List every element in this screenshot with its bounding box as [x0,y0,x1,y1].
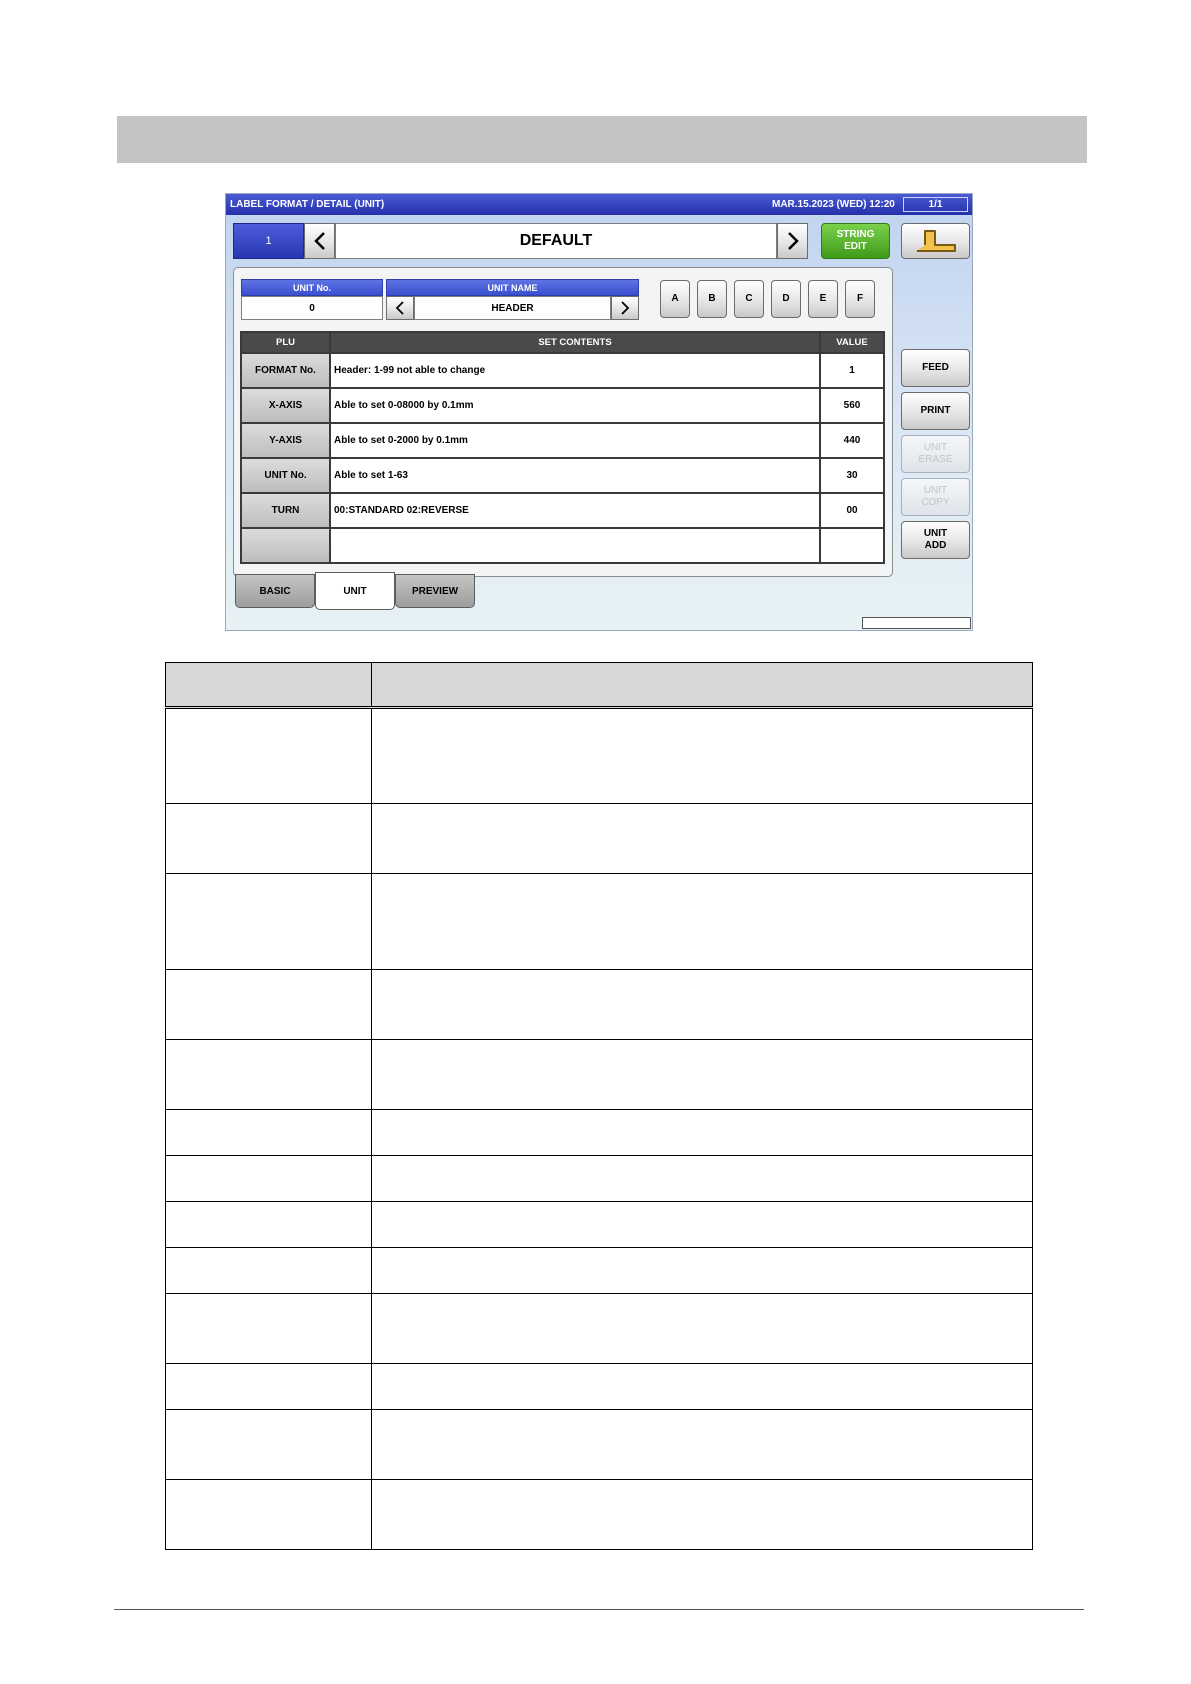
chevron-right-icon [620,301,630,315]
back-button[interactable] [901,223,970,259]
format-number-field[interactable]: 1 [233,223,304,259]
description-row [166,1294,1033,1364]
next-format-button[interactable] [777,223,808,259]
description-cell [372,1110,1033,1156]
description-cell [372,1156,1033,1202]
chevron-left-icon [313,231,327,251]
letter-b-button[interactable]: B [697,280,727,318]
description-row [166,970,1033,1040]
description-cell [166,804,372,874]
description-cell [372,1248,1033,1294]
row-value[interactable]: 00 [820,493,884,528]
footer-rule [114,1609,1084,1610]
status-field [862,617,971,629]
row-value[interactable]: 1 [820,353,884,388]
unit-add-label-2: ADD [924,540,947,551]
row-label: TURN [241,493,330,528]
letter-a-button[interactable]: A [660,280,690,318]
chevron-right-icon [786,231,800,251]
row-contents [330,528,820,563]
row-contents: Header: 1-99 not able to change [330,353,820,388]
table-row[interactable] [241,353,884,388]
letter-f-button[interactable]: F [845,280,875,318]
letter-e-button[interactable]: E [808,280,838,318]
unit-add-button[interactable] [901,521,970,559]
unit-erase-label-2: ERASE [918,454,953,465]
row-label [241,528,330,563]
column-header: SET CONTENTS [330,332,820,353]
device-screen [225,193,973,631]
page-indicator: 1/1 [903,197,968,212]
table-row[interactable] [241,458,884,493]
string-edit-label-1: STRING [836,229,875,240]
row-label: Y-AXIS [241,423,330,458]
format-name: DEFAULT [335,223,777,259]
row-contents: Able to set 1-63 [330,458,820,493]
screen-title: LABEL FORMAT / DETAIL (UNIT) [230,199,385,210]
row-value[interactable]: 30 [820,458,884,493]
description-cell [372,1202,1033,1248]
string-edit-button[interactable] [821,223,890,259]
description-row [166,1480,1033,1550]
description-row [166,1248,1033,1294]
unit-erase-button[interactable] [901,435,970,473]
column-header: VALUE [820,332,884,353]
letter-d-button[interactable]: D [771,280,801,318]
row-contents: 00:STANDARD 02:REVERSE [330,493,820,528]
header-cell [166,663,372,708]
row-contents: Able to set 0-08000 by 0.1mm [330,388,820,423]
row-label: UNIT No. [241,458,330,493]
description-header-row [166,663,1033,708]
description-cell [372,970,1033,1040]
next-unit-button[interactable] [611,296,639,320]
prev-format-button[interactable] [304,223,335,259]
table-row[interactable] [241,423,884,458]
unit-copy-label-1: UNIT [923,485,948,496]
prev-unit-button[interactable] [386,296,414,320]
unit-add-label-1: UNIT [923,528,948,539]
string-edit-label-2: EDIT [844,241,867,252]
description-cell [166,1480,372,1550]
description-cell [166,970,372,1040]
description-cell [166,1110,372,1156]
tab-preview[interactable]: PREVIEW [395,574,475,608]
row-value[interactable]: 440 [820,423,884,458]
row-contents: Able to set 0-2000 by 0.1mm [330,423,820,458]
row-value[interactable]: 560 [820,388,884,423]
description-row [166,708,1033,804]
description-row [166,1364,1033,1410]
description-cell [166,708,372,804]
unit-no-field[interactable]: 0 [241,296,383,320]
header-cell [372,663,1033,708]
description-cell [372,1040,1033,1110]
description-cell [372,804,1033,874]
description-cell [372,1294,1033,1364]
description-row [166,1040,1033,1110]
settings-header-row [241,332,884,353]
tab-basic[interactable]: BASIC [235,574,315,608]
description-cell [166,1156,372,1202]
description-row [166,1410,1033,1480]
description-cell [166,874,372,970]
description-cell [166,1202,372,1248]
description-row [166,874,1033,970]
row-label: FORMAT No. [241,353,330,388]
tab-unit[interactable]: UNIT [315,572,395,610]
chevron-left-icon [395,301,405,315]
datetime: MAR.15.2023 (WED) 12:20 [772,199,895,210]
letter-c-button[interactable]: C [734,280,764,318]
settings-table [240,331,885,564]
unit-name-field: HEADER [414,296,611,320]
description-cell [372,1480,1033,1550]
description-cell [166,1364,372,1410]
description-row [166,804,1033,874]
description-cell [372,708,1033,804]
title-bar [226,194,972,215]
unit-copy-button[interactable] [901,478,970,516]
description-table [165,662,1033,1550]
print-button[interactable]: PRINT [901,392,970,430]
column-header: PLU [241,332,330,353]
description-cell [372,1410,1033,1480]
feed-button[interactable]: FEED [901,349,970,387]
row-label: X-AXIS [241,388,330,423]
unit-erase-label-1: UNIT [923,442,948,453]
unit-no-header: UNIT No. [241,279,383,296]
unit-name-header: UNIT NAME [386,279,639,296]
description-row [166,1202,1033,1248]
section-header-band [117,116,1087,163]
table-row[interactable] [241,528,884,563]
table-row[interactable] [241,493,884,528]
description-cell [166,1040,372,1110]
description-cell [166,1294,372,1364]
description-cell [372,874,1033,970]
table-row[interactable] [241,388,884,423]
unit-copy-label-2: COPY [921,497,950,508]
description-cell [166,1248,372,1294]
return-arrow-icon [913,227,959,255]
description-cell [166,1410,372,1480]
description-row [166,1110,1033,1156]
description-cell [372,1364,1033,1410]
row-value[interactable] [820,528,884,563]
description-row [166,1156,1033,1202]
